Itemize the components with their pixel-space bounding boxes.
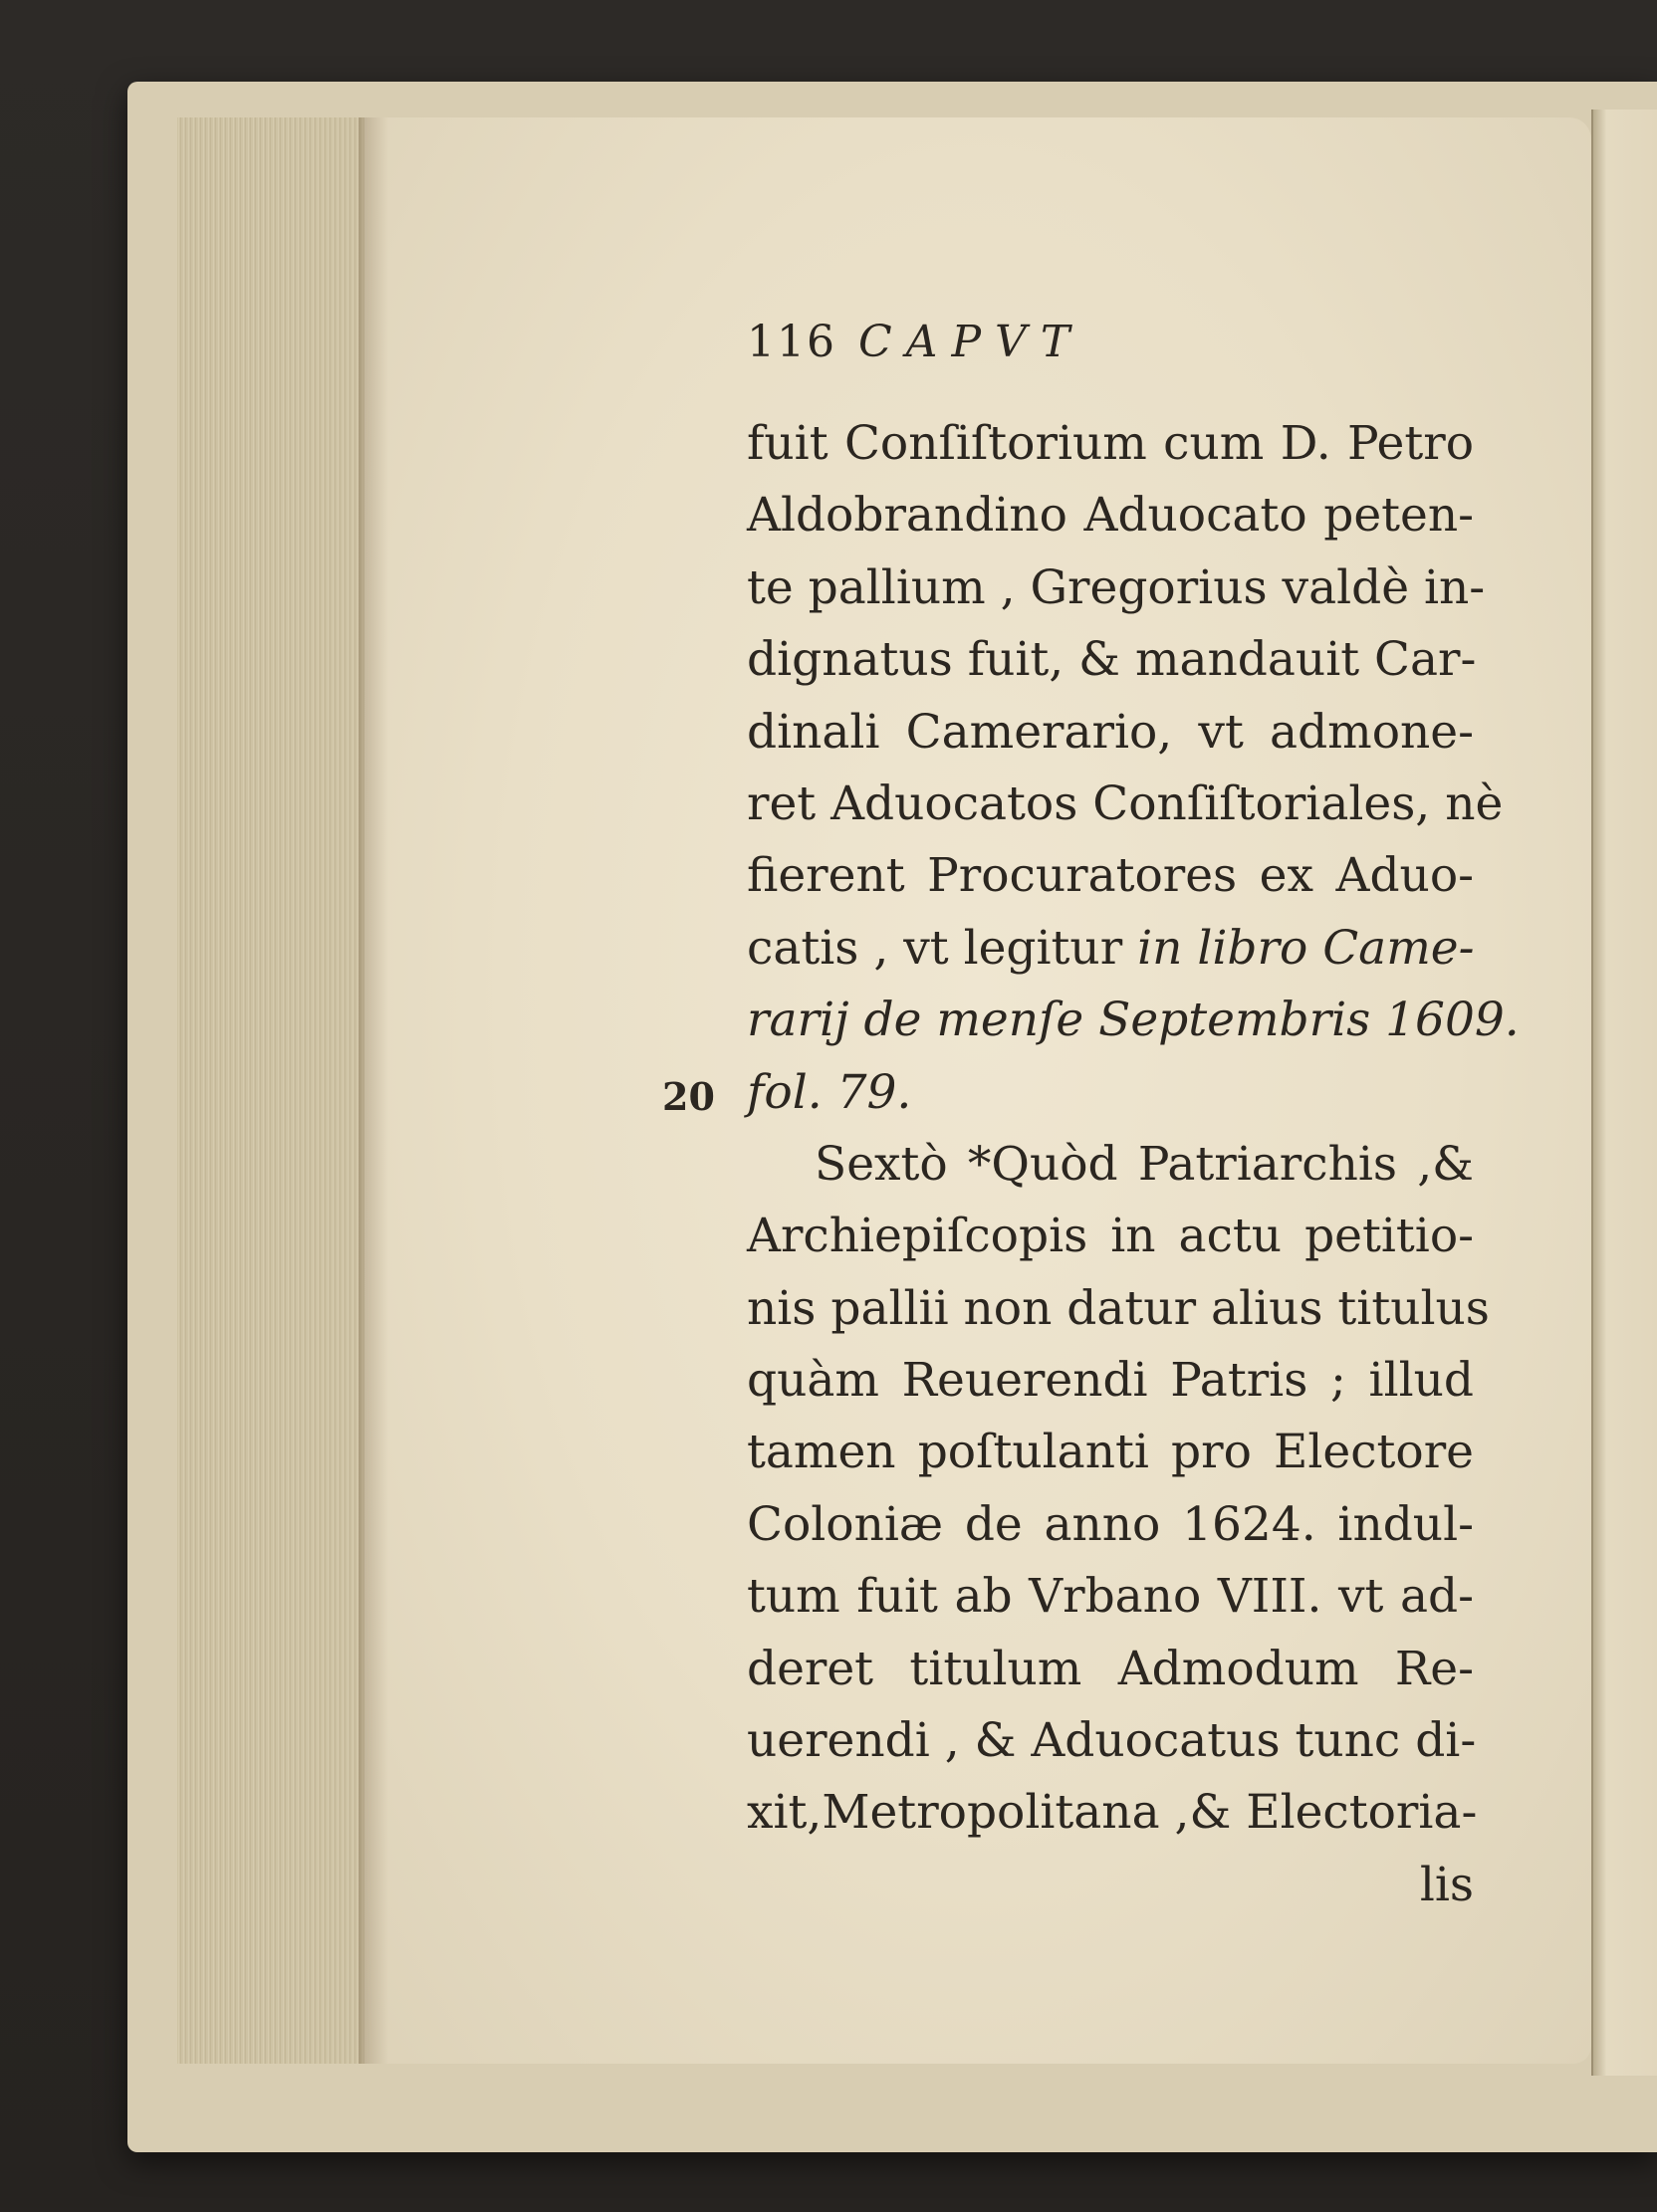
text-segment-italic: in libro Came- — [1137, 920, 1475, 976]
text-line: fuit Conſiſtorium cum D. Petro — [747, 416, 1474, 471]
text-segment: catis , vt legitur — [747, 920, 1123, 976]
text-line: tum fuit ab Vrbano VIII. vt ad- — [747, 1569, 1474, 1625]
page-gutter-shadow — [358, 117, 388, 2064]
text-line: Aldobrandino Aduocato peten- — [747, 488, 1474, 544]
text-line: ret Aduocatos Conſiſtoriales, nè — [747, 775, 1504, 831]
page-edges — [177, 117, 366, 2064]
text-line: rarij de menſe Septembris 1609. — [747, 993, 1520, 1048]
text-line: tamen poſtulanti pro Electore — [747, 1425, 1474, 1480]
text-line: uerendi , & Aduocatus tunc di- — [747, 1713, 1477, 1769]
text-line: quàm Reuerendi Patris ; illud — [747, 1353, 1474, 1409]
text-line: xit,Metropolitana ,& Electoria- — [747, 1785, 1478, 1841]
margin-number: 20 — [662, 1074, 715, 1119]
chapter-title: CAPVT — [858, 317, 1084, 367]
text-line: te pallium , Gregorius valdè in- — [747, 559, 1486, 615]
next-leaf-edge — [1591, 110, 1657, 2076]
catchword: lis — [1419, 1857, 1474, 1912]
text-line: fierent Procuratores ex Aduo- — [747, 848, 1474, 904]
running-head — [747, 317, 1474, 408]
text-line — [747, 913, 1474, 985]
text-line: fol. 79. — [747, 1064, 912, 1120]
page-text — [747, 317, 1520, 1921]
text-line: nis pallii non datur alius titulus — [747, 1280, 1490, 1336]
text-line: deret titulum Admodum Re- — [747, 1641, 1474, 1696]
text-line: Sextò *Quòd Patriarchis ,& — [815, 1136, 1474, 1192]
text-line: dinali Camerario, vt admone- — [747, 704, 1474, 760]
text-line: dignatus fuit, & mandauit Car- — [747, 632, 1477, 688]
text-line: Coloniæ de anno 1624. indul- — [747, 1496, 1474, 1552]
text-line: Archiepiſcopis in actu petitio- — [747, 1209, 1474, 1264]
page-number: 116 — [747, 317, 836, 367]
